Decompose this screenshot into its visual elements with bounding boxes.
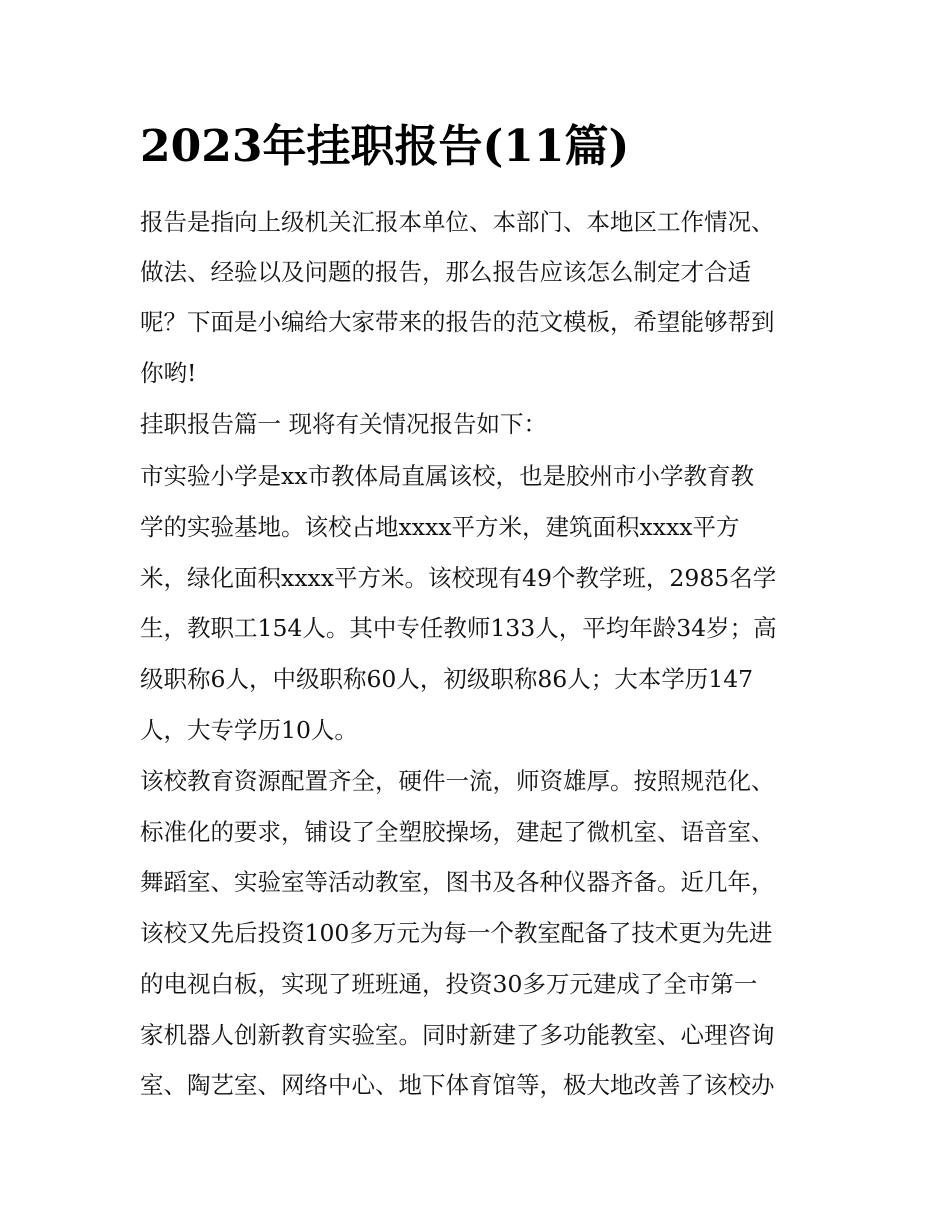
body-line: 舞蹈室、实验室等活动教室，图书及各种仪器齐备。近几年， — [140, 868, 775, 896]
body-line: 人，大专学历10人。 — [140, 716, 358, 744]
body-line: 呢？下面是小编给大家带来的报告的范文模板，希望能够帮到 — [140, 308, 775, 336]
body-line: 家机器人创新教育实验室。同时新建了多功能教室、心理咨询 — [140, 1021, 775, 1049]
body-line: 生，教职工154人。其中专任教师133人，平均年龄34岁；高 — [140, 614, 777, 642]
body-line: 室、陶艺室、网络中心、地下体育馆等，极大地改善了该校办 — [140, 1071, 775, 1099]
body-line: 你哟! — [140, 359, 197, 387]
body-line: 该校又先后投资100多万元为每一个教室配备了技术更为先进 — [140, 919, 773, 947]
document-title: 2023年挂职报告(11篇) — [140, 121, 630, 172]
body-line: 该校教育资源配置齐全，硬件一流，师资雄厚。按照规范化、 — [140, 767, 775, 795]
body-line: 市实验小学是xx市教体局直属该校，也是胶州市小学教育教 — [140, 462, 755, 490]
section-heading-line: 挂职报告篇一 现将有关情况报告如下： — [140, 410, 547, 438]
body-line: 报告是指向上级机关汇报本单位、本部门、本地区工作情况、 — [140, 208, 775, 236]
body-line: 米，绿化面积xxxx平方米。该校现有49个教学班，2985名学 — [140, 564, 777, 592]
body-line: 的电视白板，实现了班班通，投资30多万元建成了全市第一 — [140, 970, 758, 998]
body-line: 标准化的要求，铺设了全塑胶操场，建起了微机室、语音室、 — [140, 818, 775, 846]
body-line: 做法、经验以及问题的报告，那么报告应该怎么制定才合适 — [140, 258, 751, 286]
body-line: 级职称6人，中级职称60人，初级职称86人；大本学历147 — [140, 665, 754, 693]
body-line: 学的实验基地。该校占地xxxx平方米，建筑面积xxxx平方 — [140, 513, 740, 541]
